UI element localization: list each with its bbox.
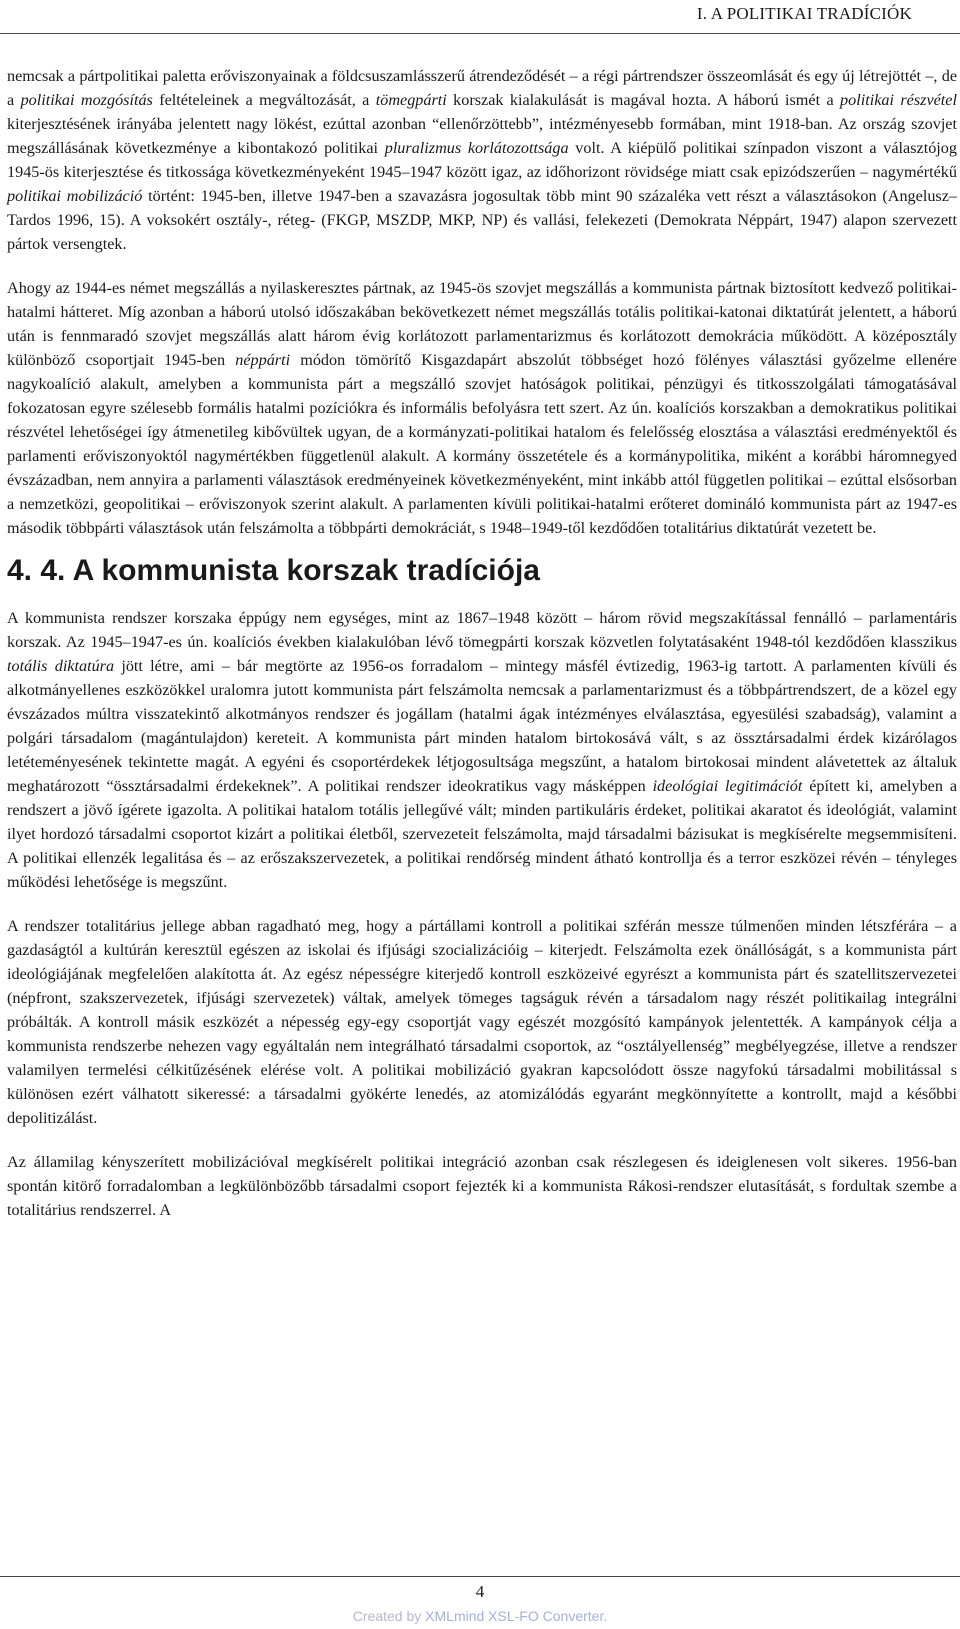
watermark-suffix: . (603, 1608, 608, 1624)
section-paragraph-1: A kommunista rendszer korszaka éppúgy nem egységes, mint az 1867–1948 között – három rövid megszakítással fennálló – parlamentáris korszak. Az 1945–1947-es ún. koalíciós években kialakulóban lévő tömegpárti korszak közvetlen folytatásaként 1948-tól kezdődően klasszikus totális diktatúra jött létre, ami – bár megtörte az 1956-os forradalom – mintegy másfél évtizedig, 1963-ig tartott. A parlamenten kívüli és alkotmányellenes eszközökkel uralomra jutott kommunista párt felszámolta nemcsak a parlamentarizmust és a többpártrendszert, de a közel egy évszázados múltra visszatekintő alkotmányos rendszer és jogállam (hatalmi ágak intézményes elválasztása, egyesülési szabadság), valamint a polgári társadalom (magántulajdon) kereteit. A kommunista párt minden hatalom birtokosává vált, s az össztársadalmi érdek kizárólagos letéteményesének tekintette magát. A egyéni és csoportérdekek létjogosultsága megszűnt, a hatalom birtokosai mindent alávetettek az általuk meghatározott “össztársadalmi érdekeknek”. A politikai rendszer ideokratikus vagy másképpen ideológiai legitimációt épített ki, amelyben a rendszert a jövő ígérete igazolta. A politikai hatalom totális jellegűvé vált; minden partikuláris érdeket, politikai akaratot és ideológiát, valamint ilyet hordozó társadalmi csoportot kizárt a politikai életből, szervezeteit felszámolta, majd társadalmi bázisukat is megkísérelte megsemmisíteni. A politikai ellenzék legalitása és – az erőszakszervezetek, a politikai rendőrség mindent átható kontrollja és a terror eszközei révén – tényleges működési lehetősége is megszűnt. (7, 609, 958, 891)
page-number: 4 (475, 1582, 485, 1601)
header-divider (0, 33, 960, 34)
section-paragraph-2: A rendszer totalitárius jellege abban ragadható meg, hogy a pártállami kontroll a politikai szférán messze túlmenően minden létszférára – a gazdaságtól a kultúrán keresztül egészen az iskolai és ifjúsági szocializációig – kiterjedt. Felszámolta ezek önállóságát, s a kommunista párt ideológiájának megfelelően alakította át. Az egész népességre kiterjedő kontroll eszközeivé egyrészt a kommunista párt és szatellitszervezetei (népfront, szakszervezetek, ifjúsági szervezetek) váltak, amelyek tömeges tagságuk révén a társadalom nagy részét politikailag integrálni próbálták. A kontroll másik eszközét a népesség egy-egy csoportját vagy egészét mozgósító kampányok jelentették. A kampányok célja a kommunista rendszerbe nehezen vagy egyáltalán nem integrálható társadalmi csoportok, az “osztályellenség” megbélyegzése, illetve a rendszer valamilyen termelési célkitűzésének elérése volt. A politikai mobilizáció gyakran kapcsolódott össze nagyfokú társadalmi mobilitással s különösen ezért válhatott sikeressé: a társadalmi gyökérte lenedés, az atomizálódás egyaránt megkönnyítette a kontrollt, majd a későbbi depolitizálást. (7, 917, 957, 1127)
emphasis-text: pluralizmus korlátozottsága (384, 139, 569, 157)
section-heading: 4. 4. A kommunista korszak tradíciója (7, 554, 540, 587)
body-paragraph-1: nemcsak a pártpolitikai paletta erőviszonyainak a földcsuszamlásszerű átrendeződését – a régi pártrendszer összeomlását és egy új létrejöttét –, de a politikai mozgósítás feltételeinek a megváltozását, a tömegpárti korszak kialakulását is magával hozta. A háború ismét a politikai részvétel kiterjesztésének irányába jelentett nagy lökést, ezúttal azonban “ellenőrzöttebb”, intézményesebb formában, mint 1918-ban. Az ország szovjet megszállásának következménye a kibontakozó politikai pluralizmus korlátozottsága volt. A kiépülő politikai színpadon viszont a választójog 1945-ös kiterjesztése és titkossága következményeként 1945–1947 között igaz, az időhorizont rövidsége miatt csak epizódszerűen – nagymértékű politikai mobilizáció történt: 1945-ben, illetve 1947-ben a szavazásra jogosultak több mint 90 százaléka vett részt a választásokon (Angelusz–Tardos 1996, 15). A voksokért osztály-, réteg- (FKGP, MSZDP, MKP, NP) és vallási, felekezeti (Demokrata Néppárt, 1947) alapon szervezett pártok versengtek. (7, 67, 957, 253)
emphasis-text: tömegpárti (375, 91, 447, 109)
emphasis-text: totális diktatúra (7, 657, 115, 675)
footer-divider (0, 1576, 960, 1577)
watermark-brand: XMLmind XSL-FO Converter (425, 1608, 604, 1624)
section-paragraph-3: Az államilag kényszerített mobilizációval megkísérelt politikai integráció azonban csak részlegesen és ideiglenesen volt sikeres. 1956-ban spontán kitörő forradalomban a legkülönbözőbb társadalmi csoport fejezték ki a kommunista Rákosi-rendszer elutasítását, s fordultak szembe a totalitárius rendszerrel. A (7, 1153, 957, 1219)
watermark-prefix: Created by (352, 1608, 426, 1624)
emphasis-text: néppárti (235, 351, 291, 369)
emphasis-text: politikai mobilizáció (7, 187, 143, 205)
body-paragraph-2: Ahogy az 1944-es német megszállás a nyilaskeresztes pártnak, az 1945-ös szovjet megszállás a kommunista pártnak biztosított kedvező politikai-hatalmi hátteret. Míg azonban a háború utolsó időszakában bekövetkezett német megszállás totális politikai-katonai diktatúrát jelentett, a háború után is fennmaradó szovjet megszállás alatt három évig korlátozott parlamentarizmus és korlátozott demokrácia működött. A középosztály különböző csoportjait 1945-ben néppárti módon tömörítő Kisgazdapárt abszolút többséget hozó fölényes választási győzelme ellenére nagykoalíció alakult, amelyben a kommunista párt a megszálló szovjet hatóságok politikai, pénzügyi és titkosszolgálati támogatásával fokozatosan egyre szélesebb formális hatalmi pozíciókra és informális befolyásra tett szert. Az ún. koalíciós korszakban a demokratikus politikai részvétel lehetőségei így átmenetileg kibővültek ugyan, de a kormányzati-politikai hatalom és felelősség elosztása a választási eredményektől és parlamenti erőviszonyoktól nagymértékben függetlenül alakult. A kormány összetétele és a kormánypolitika, miként a korábbi háromnegyed évszázadban, nem annyira a parlamenti választások eredményeinek következményeként, mint inkább attól független politikai – ezúttal elsősorban a nemzetközi, geopolitikai – erőviszonyok szerint alakult. A parlamenten kívüli politikai-hatalmi erőteret domináló kommunista párt az 1947-es második többpárti választások után felszámolta a többpárti demokráciát, s 1948–1949-től kezdődően totalitárius diktatúrát vezetett be. (7, 279, 957, 537)
converter-watermark (0, 1608, 960, 1624)
running-header: I. A POLITIKAI TRADÍCIÓK (696, 4, 912, 23)
emphasis-text: ideológiai legitimációt (652, 777, 803, 795)
emphasis-text: politikai részvétel (840, 91, 957, 109)
page-body (7, 64, 957, 1222)
emphasis-text: politikai mozgósítás (20, 91, 153, 109)
